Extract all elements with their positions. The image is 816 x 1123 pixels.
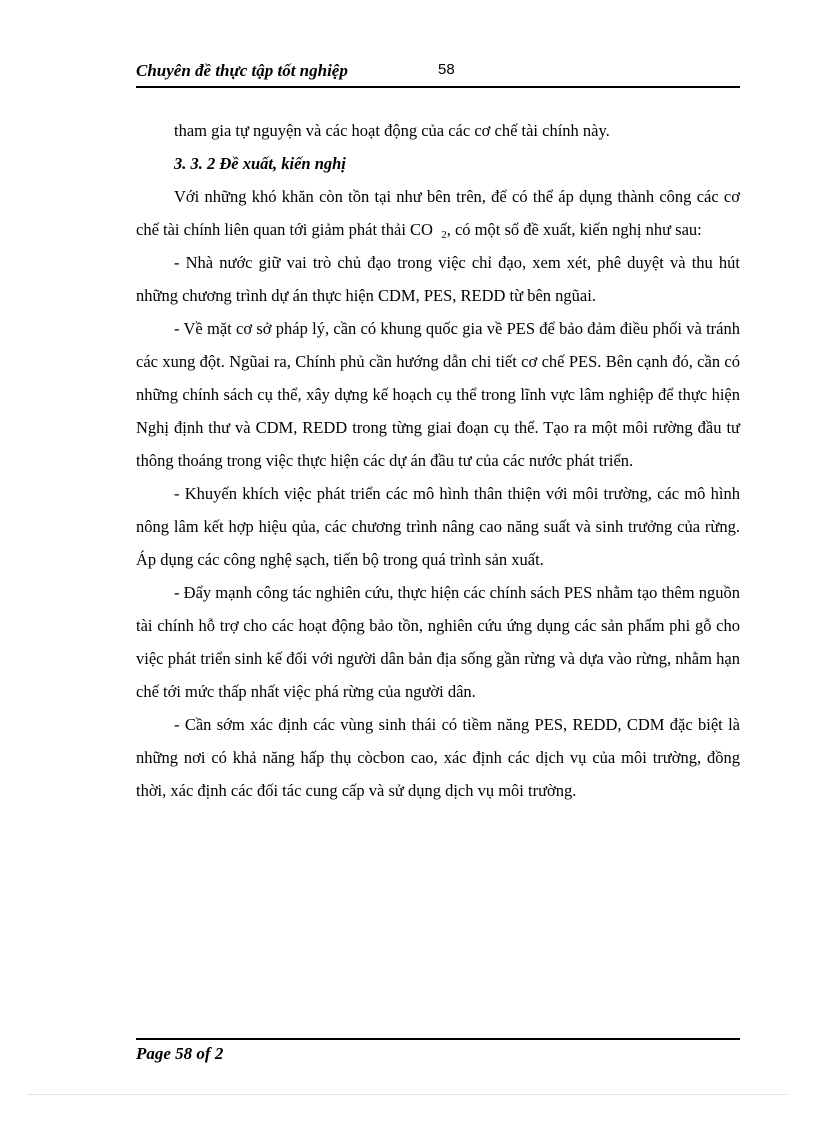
paragraph-3: - Nhà nước giữ vai trò chủ đạo trong việc chỉ đạo, xem xét, phê duyệt và thu hút những chương trình dự án thực hiện CDM, PES, REDD từ bên ngũai. [136,253,740,305]
paragraph-4: - Về mặt cơ sở pháp lý, cần có khung quốc gia về PES để bảo đảm điều phối và tránh các xung đột. Ngũai ra, Chính phủ cần hướng dẫn chi tiết cơ chế PES. Bên cạnh đó, cần có những chính sách cụ thể, xây dựng kế hoạch cụ thể trong lĩnh vực lâm nghiệp để thực hiện Nghị định thư và CDM, REDD trong từng giai đoạn cụ thể. Tạo ra một môi rường đầu tư thông thoáng trong việc thực hiện các dự án đầu tư của các nước phát triển. [136,319,740,470]
footer-page-label: Page 58 of 2 [136,1044,224,1063]
paragraph-1: tham gia tự nguyện và các hoạt động của các cơ chế tài chính này. [174,121,610,140]
header-title: Chuyên đề thực tập tốt nghiệp [136,61,348,80]
paragraph-2-text-end: , có một số đề xuất, kiến nghị như sau: [446,220,702,239]
header-page-number: 58 [438,61,455,78]
page-header [136,60,740,88]
page-body [136,114,740,807]
page-bottom-divider [28,1094,788,1095]
paragraph-7: - Cần sớm xác định các vùng sinh thái có tiềm năng PES, REDD, CDM đặc biệt là những nơi có khả năng hấp thụ còcbon cao, xác định các dịch vụ của môi trường, đồng thời, xác định các đối tác cung cấp và sử dụng dịch vụ môi trường. [136,715,740,800]
paragraph-6: - Đẩy mạnh công tác nghiên cứu, thực hiện các chính sách PES nhằm tạo thêm nguồn tài chính hỗ trợ cho các hoạt động bảo tồn, nghiên cứu ứng dụng các sản phẩm phi gỗ cho việc phát triển sinh kế đối với người dân bản địa sống gần rừng và dựa vào rừng, nhằm hạn chế tới mức thấp nhất việc phá rừng của người dân. [136,583,740,701]
paragraph-5: - Khuyến khích việc phát triển các mô hình thân thiện với môi trường, các mô hình nông lâm kết hợp hiệu qủa, các chương trình nâng cao năng suất và sinh trưởng của rừng. Áp dụng các công nghệ sạch, tiến bộ trong quá trình sản xuất. [136,484,740,569]
page-footer [136,1038,740,1063]
paragraph-2 [136,180,740,246]
subscript-2: 2 [441,229,447,241]
section-heading: 3. 3. 2 Đề xuất, kiến nghị [174,154,346,173]
paragraph-2-text: Với những khó khăn còn tồn tại như bên trên, để có thể áp dụng thành công các cơ chế tài chính liên quan tới giảm phát thải CO [136,187,740,239]
